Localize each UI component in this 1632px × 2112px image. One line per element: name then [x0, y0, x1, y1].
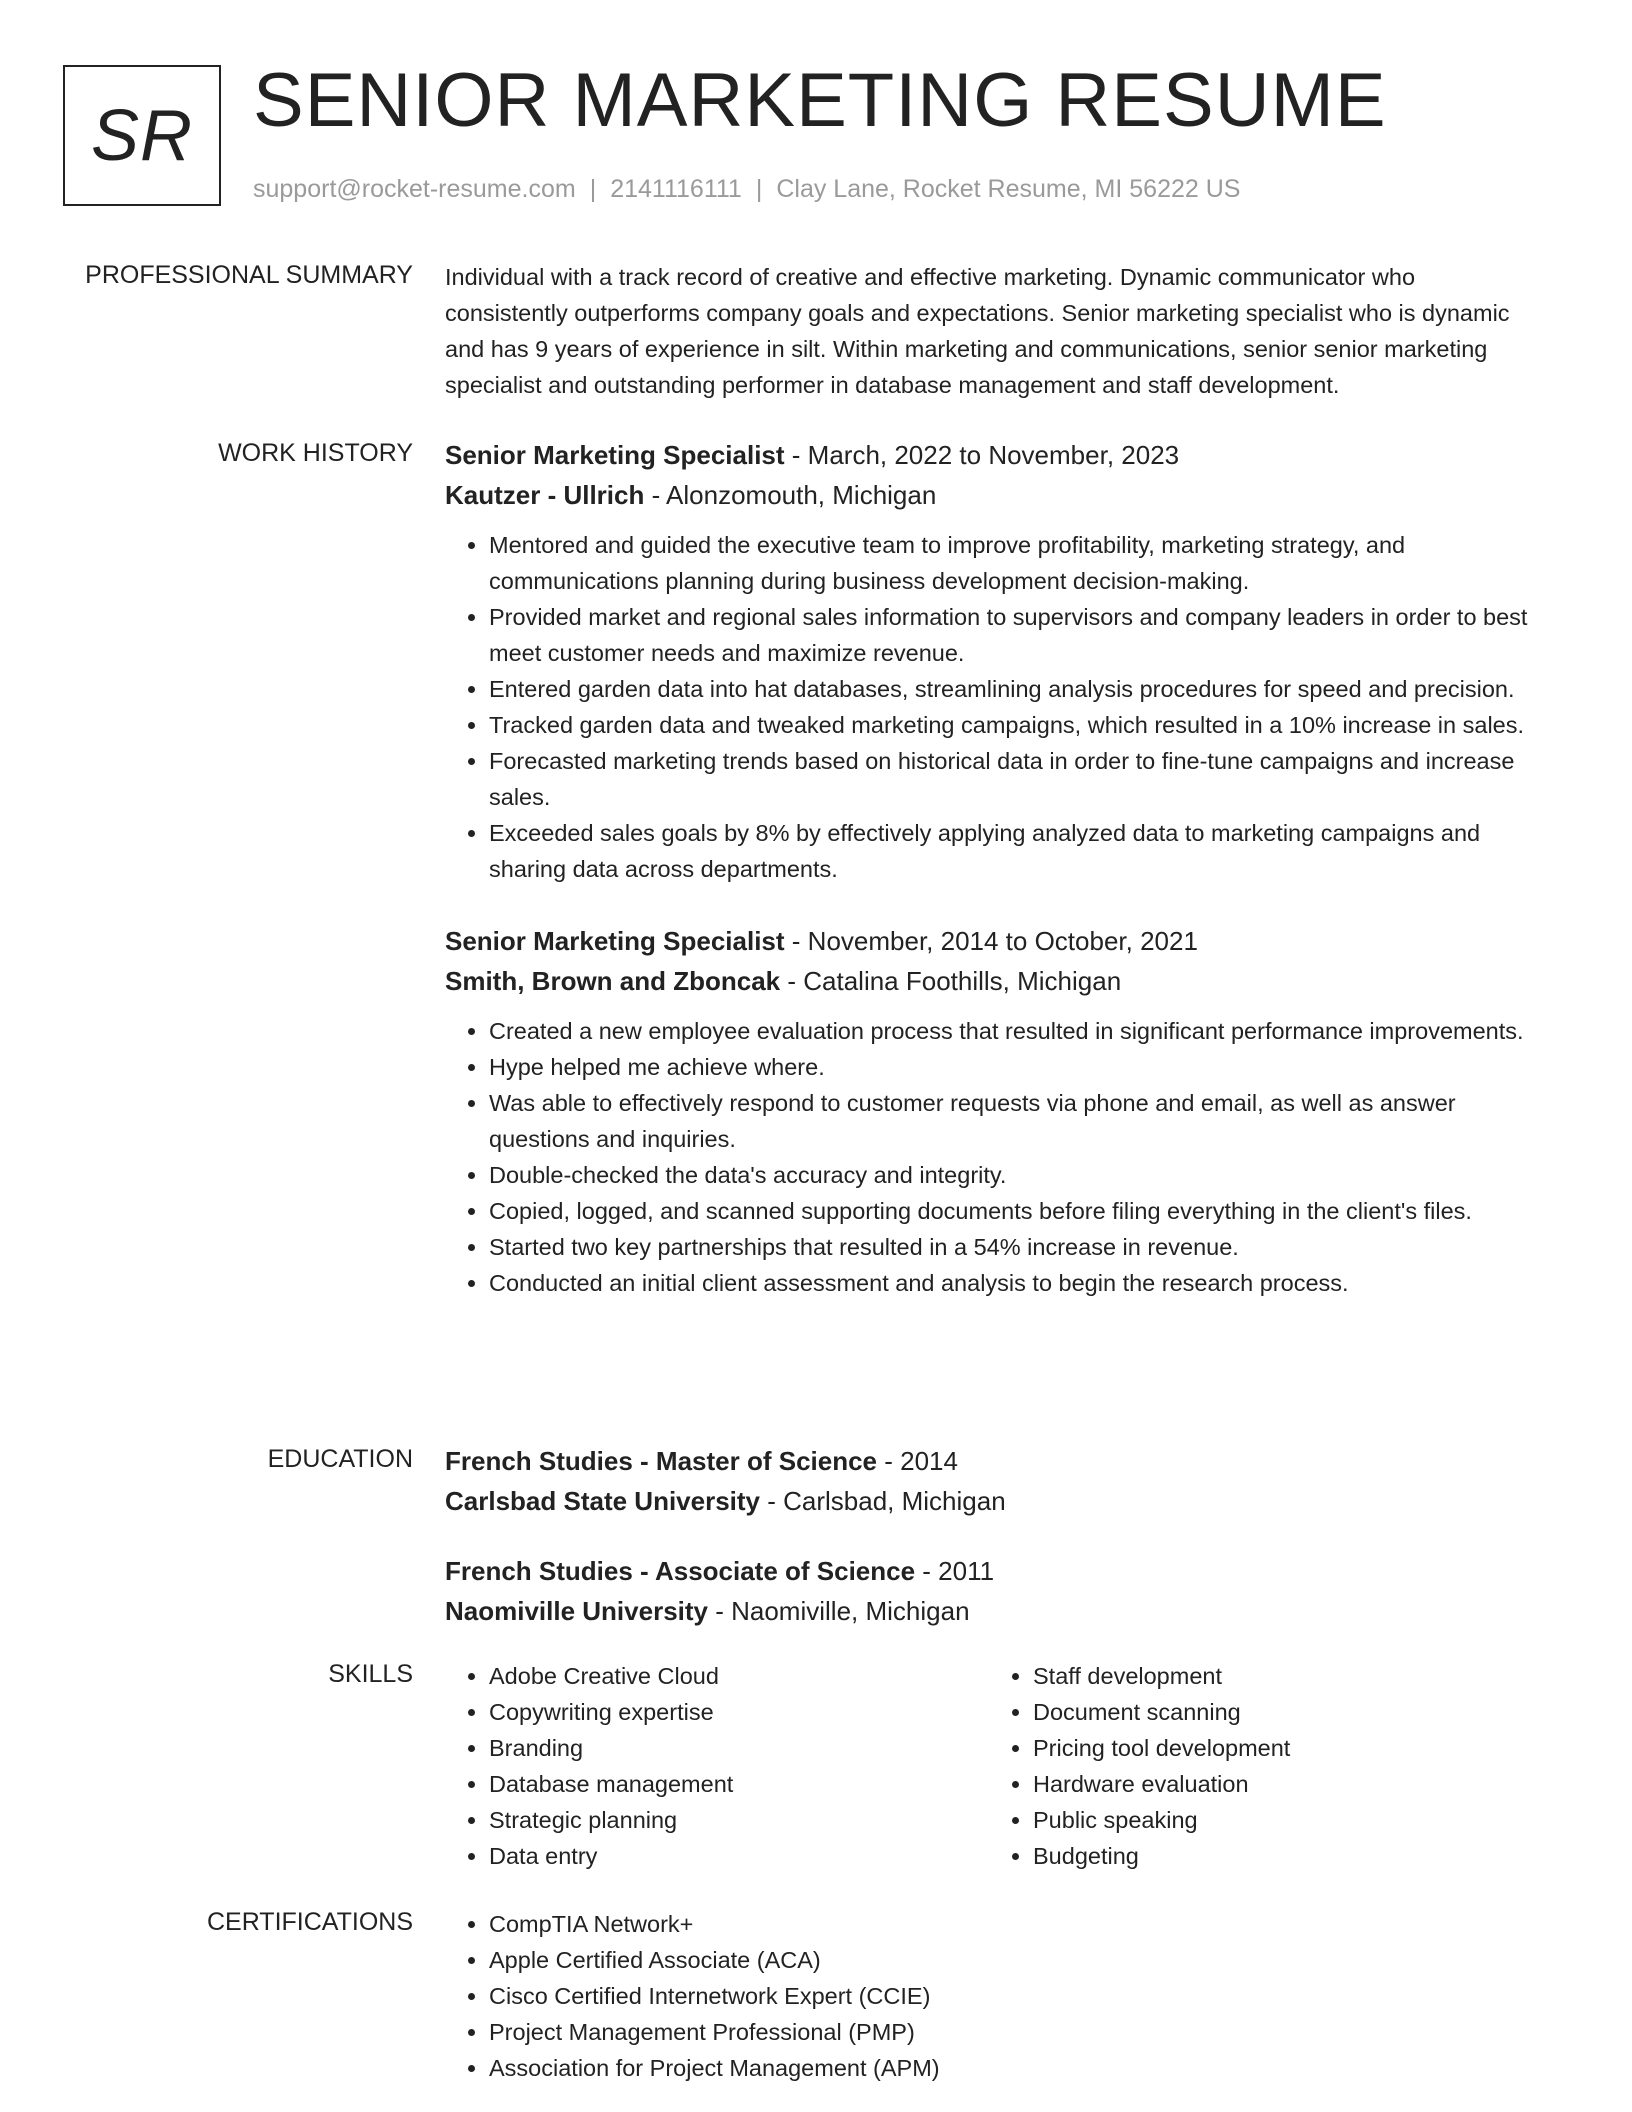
- skills-list-right: [989, 1658, 1533, 1874]
- job-bullet: • Exceeded sales goals by 8% by effectively applying analyzed data to marketing campaigns and sharing data across departments.: [489, 815, 1535, 887]
- job-bullets: [445, 1013, 1535, 1301]
- job-location: - Alonzomouth, Michigan: [644, 480, 937, 510]
- education-year: - 2014: [877, 1446, 958, 1476]
- section-title-summary: PROFESSIONAL SUMMARY: [85, 261, 413, 289]
- job-bullet: • Forecasted marketing trends based on historical data in order to fine-tune campaigns and increase sales.: [489, 743, 1535, 815]
- job-bullets: [445, 527, 1535, 887]
- skill-item: • Copywriting expertise: [489, 1694, 989, 1730]
- certification-item: • Project Management Professional (PMP): [489, 2014, 1535, 2050]
- education-school-line: [445, 1481, 1535, 1521]
- contact-phone: 2141116111: [610, 175, 742, 203]
- contact-separator: |: [589, 175, 597, 203]
- contact-separator: |: [755, 175, 763, 203]
- job-entry: [445, 921, 1535, 1301]
- skills-body: [445, 1658, 1535, 1874]
- education-school: Naomiville University: [445, 1596, 708, 1626]
- job-company: Smith, Brown and Zboncak: [445, 966, 781, 996]
- education-body: [445, 1441, 1535, 1631]
- work-body: [445, 435, 1535, 1301]
- job-bullet: • Tracked garden data and tweaked marketing campaigns, which resulted in a 10% increase in sales.: [489, 707, 1535, 743]
- education-location: - Carlsbad, Michigan: [760, 1486, 1006, 1516]
- monogram-initials: SR: [90, 95, 194, 176]
- job-location: - Catalina Foothills, Michigan: [780, 966, 1122, 996]
- education-entry: [445, 1441, 1535, 1521]
- skill-item: • Branding: [489, 1730, 989, 1766]
- education-location: - Naomiville, Michigan: [708, 1596, 970, 1626]
- summary-text: Individual with a track record of creative and effective marketing. Dynamic communicator who consistently outperforms company goals and expectations. Senior marketing specialist who is dynamic and has 9 years of experience in silt. Within marketing and communications, senior senior marketing specialist and outstanding performer in database management and staff development.: [445, 264, 1510, 398]
- job-role: Senior Marketing Specialist: [445, 926, 785, 956]
- monogram-box: [63, 65, 221, 206]
- education-school-line: [445, 1591, 1535, 1631]
- certification-item: • Cisco Certified Internetwork Expert (CCIE): [489, 1978, 1535, 2014]
- job-bullet: • Double-checked the data's accuracy and integrity.: [489, 1157, 1535, 1193]
- certification-item: • Association for Project Management (APM): [489, 2050, 1535, 2086]
- skill-item: • Strategic planning: [489, 1802, 989, 1838]
- skill-item: • Document scanning: [1033, 1694, 1533, 1730]
- job-company-line: [445, 475, 1535, 515]
- skill-item: • Budgeting: [1033, 1838, 1533, 1874]
- education-degree: French Studies - Master of Science: [445, 1446, 878, 1476]
- section-title-skills: SKILLS: [328, 1660, 413, 1688]
- education-school: Carlsbad State University: [445, 1486, 761, 1516]
- job-bullet: • Entered garden data into hat databases, streamlining analysis procedures for speed and precision.: [489, 671, 1535, 707]
- skill-item: • Hardware evaluation: [1033, 1766, 1533, 1802]
- contact-email: support@rocket-resume.com: [253, 175, 576, 203]
- certification-item: • CompTIA Network+: [489, 1906, 1535, 1942]
- job-entry: [445, 435, 1535, 887]
- contact-address: Clay Lane, Rocket Resume, MI 56222 US: [776, 175, 1241, 203]
- skill-item: • Adobe Creative Cloud: [489, 1658, 989, 1694]
- section-title-certifications: CERTIFICATIONS: [206, 1908, 413, 1936]
- certifications-list: [445, 1906, 1535, 2086]
- job-role-line: [445, 921, 1535, 961]
- job-bullet: • Mentored and guided the executive team to improve profitability, marketing strategy, and communications planning during business development decision-making.: [489, 527, 1535, 599]
- job-bullet: • Created a new employee evaluation process that resulted in significant performance improvements.: [489, 1013, 1535, 1049]
- education-degree-line: [445, 1441, 1535, 1481]
- job-dates: - November, 2014 to October, 2021: [784, 926, 1198, 956]
- skill-item: • Public speaking: [1033, 1802, 1533, 1838]
- education-degree-line: [445, 1551, 1535, 1591]
- job-company-line: [445, 961, 1535, 1001]
- job-bullet: • Copied, logged, and scanned supporting documents before filing everything in the client's files.: [489, 1193, 1535, 1229]
- section-title-education: EDUCATION: [267, 1445, 413, 1473]
- section-title-work: WORK HISTORY: [218, 439, 413, 467]
- education-degree: French Studies - Associate of Science: [445, 1556, 916, 1586]
- skill-item: • Pricing tool development: [1033, 1730, 1533, 1766]
- skill-item: • Database management: [489, 1766, 989, 1802]
- certification-item: • Apple Certified Associate (ACA): [489, 1942, 1535, 1978]
- education-entry: [445, 1551, 1535, 1631]
- skills-list-left: [445, 1658, 989, 1874]
- job-role: Senior Marketing Specialist: [445, 440, 785, 470]
- job-company: Kautzer - Ullrich: [445, 480, 645, 510]
- skill-item: • Staff development: [1033, 1658, 1533, 1694]
- resume-title: SENIOR MARKETING RESUME: [253, 58, 1387, 143]
- job-bullet: • Started two key partnerships that resulted in a 54% increase in revenue.: [489, 1229, 1535, 1265]
- job-bullet: • Conducted an initial client assessment and analysis to begin the research process.: [489, 1265, 1535, 1301]
- skills-grid: [445, 1658, 1535, 1874]
- skill-item: • Data entry: [489, 1838, 989, 1874]
- summary-body: [445, 259, 1535, 403]
- education-year: - 2011: [915, 1556, 995, 1586]
- job-bullet: • Provided market and regional sales information to supervisors and company leaders in order to best meet customer needs and maximize revenue.: [489, 599, 1535, 671]
- job-dates: - March, 2022 to November, 2023: [784, 440, 1180, 470]
- job-bullet: • Was able to effectively respond to customer requests via phone and email, as well as answer questions and inquiries.: [489, 1085, 1535, 1157]
- certifications-body: [445, 1906, 1535, 2086]
- job-bullet: • Hype helped me achieve where.: [489, 1049, 1535, 1085]
- job-role-line: [445, 435, 1535, 475]
- contact-line: [253, 174, 1240, 204]
